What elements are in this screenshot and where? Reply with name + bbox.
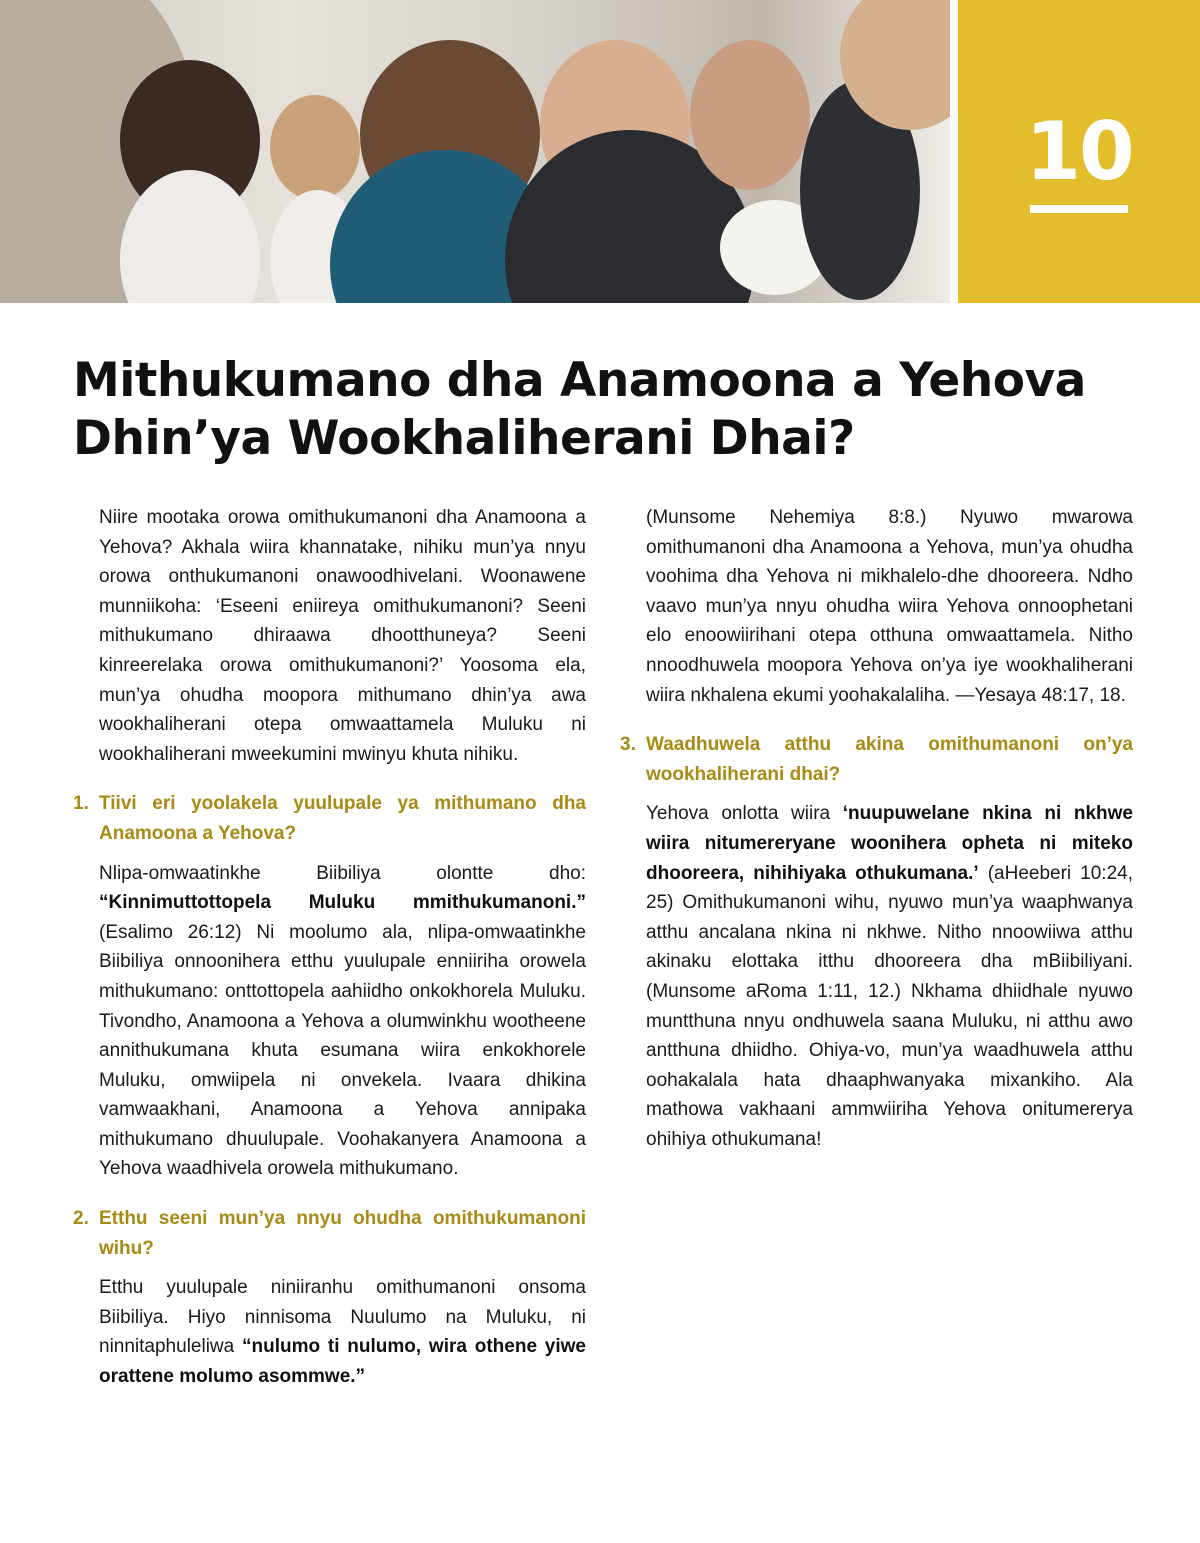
question-3: [620, 730, 1133, 789]
answer-3-paragraph: [620, 799, 1133, 1154]
intro-paragraph: Niire mootaka orowa omithukumanoni dha Anamoona a Yehova? Akhala wiira khannatake, nihiku mun’ya nnyu orowa onthukumanoni onawoodhivelani. Woonawene munniikoha: ‘Eseeni eniireya omithukumanoni? Seeni mithukumano dhiraawa dhootthuneya? Seeni kinreerelaka orowa omithukumanoni?’ Yoosoma ela, mun’ya ohudha moopora mithumano dhin’ya awa wookhaliherani otepa omwaattamela Muluku ni wookhaliherani mweekumini mwinyu khuta nihiku.: [99, 507, 586, 765]
question-1: [73, 789, 586, 848]
answer-2-quote: “nulumo ti nulumo, wira othene yiwe orattene molumo asommwe.”: [99, 1336, 586, 1388]
answer-2-continued: (Munsome Nehemiya 8:8.) Nyuwo mwarowa omithumanoni dha Anamoona a Yehova, mun’ya ohudha voohima dha Yehova ni mikhalelo-dhe dhooreera. Ndho vaavo mun’ya nnyu ohudha wiira Yehova onnoophetani elo enoowiirihani otepa otthuna omwaattamela. Nitho nnoodhuwela moopora Yehova on’ya iye wookhaliherani wiira nkhalena ekumi yoohakalaliha. —Yesaya 48:17, 18.: [646, 507, 1133, 706]
answer-2-text-a: Etthu yuulupale niniiranhu omithumanoni onsoma Biibiliya. Hiyo ninnisoma Nuulumo na Muluku, ni ninnitaphuleliwa: [99, 1277, 586, 1358]
answer-1-paragraph: [73, 859, 586, 1185]
answer-3-text-a: Yehova onlotta wiira: [646, 803, 843, 825]
question-2-text: Etthu seeni mun’ya nnyu ohudha omithukumanoni wihu?: [99, 1208, 586, 1259]
lesson-number-underline: [1030, 205, 1128, 213]
page-title: [73, 352, 1133, 468]
page-title-line1: Mithukumano dha Anamoona a Yehova: [73, 353, 1086, 408]
lesson-number: 10: [1025, 105, 1133, 198]
page-title-line2: Dhin’ya Wookhaliherani Dhai?: [73, 411, 855, 466]
answer-1-quote: “Kinnimuttottopela Muluku mmithukumanoni.”: [99, 892, 586, 914]
hero-photo: [0, 0, 950, 303]
question-2-number: 2.: [73, 1208, 89, 1230]
lesson-number-badge: [958, 0, 1200, 303]
question-2: [73, 1204, 586, 1263]
answer-3-text-b: (aHeeberi 10:24, 25) Omithukumanoni wihu, nyuwo mun’ya waaphwanya atthu ancalana nkina ni nkhwe. Nitho nnoowiiwa atthu akinaku elottaka itthu dhooreera dha mBiibiliyani. (Munsome aRoma 1:11, 12.) Nkhama dhiidhale nyuwo muntthuna nnyu ondhuwela saana Muluku, ni atthu awo antthuna dhiidho. Ohiya-vo, mun’ya waadhuwela atthu oohakalala hata dhaaphwanyaka mixankiho. Ala mathowa vakhaani ammwiiriha Yehova onitumererya ohihiya othukumana!: [646, 862, 1133, 1150]
answer-3-quote: ‘nuupuwelane nkina ni nkhwe wiira nitumereryane woonihera opheta ni miteko dhooreera, nihihiyaka othukumana.’: [646, 803, 1133, 884]
answer-1-text-a: Nlipa-omwaatinkhe Biibiliya olontte dho:: [99, 862, 586, 884]
question-1-number: 1.: [73, 793, 89, 815]
question-3-number: 3.: [620, 734, 636, 756]
question-1-text: Tiivi eri yoolakela yuulupale ya mithumano dha Anamoona a Yehova?: [99, 793, 586, 844]
left-column: [73, 503, 586, 1392]
answer-1-text-b: (Esalimo 26:12) Ni moolumo ala, nlipa-omwaatinkhe Biibiliya onnoonihera etthu yuulupale enniiriha orowela mithukumano: onttottopela aahiidho onkokhorela Muluku. Tivondho, Anamoona a Yehova a olumwinkhu wootheene annithukumana khuta esumana wiira enkokhorele Muluku, omwiipela ni onvekela. Ivaara dhikina vamwaakhani, Anamoona a Yehova annipaka mithukumano dhuulupale. Voohakanyera Anamoona a Yehova waadhivela orowela mithukumano.: [99, 921, 586, 1180]
question-3-text: Waadhuwela atthu akina omithumanoni on’ya wookhaliherani dhai?: [646, 734, 1133, 785]
right-column: [620, 503, 1133, 1154]
answer-2-paragraph: [73, 1273, 586, 1391]
